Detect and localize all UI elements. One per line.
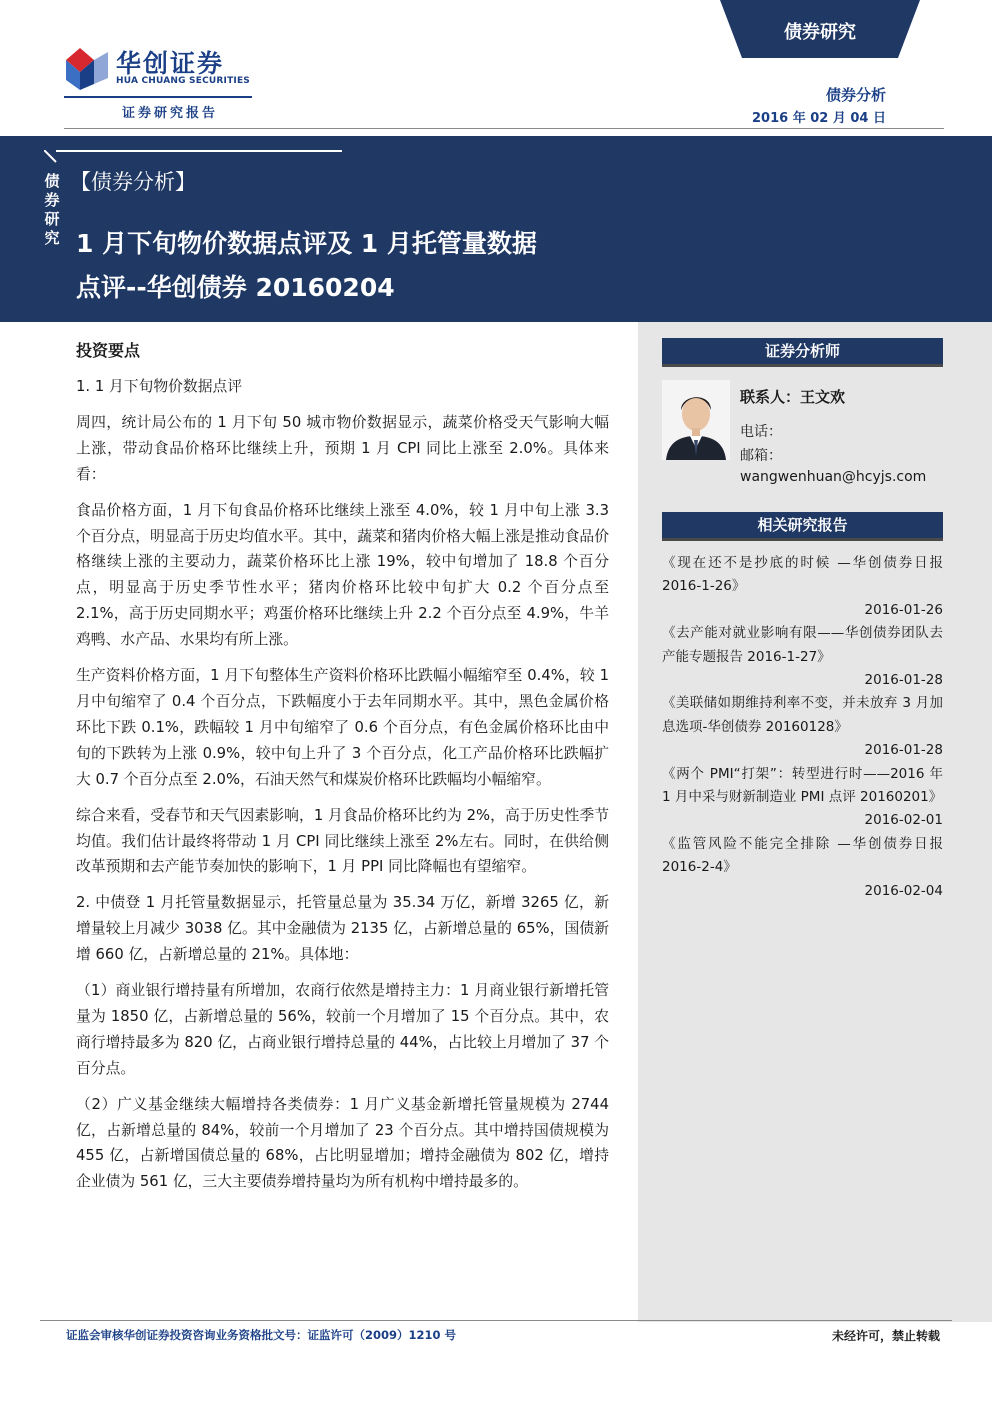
related-reports-heading: 相关研究报告 — [662, 512, 943, 541]
body-paragraph: 综合来看，受春节和天气因素影响，1 月食品价格环比约为 2%，高于历史性季节均值。我们估计最终将带动 1 月 CPI 同比继续上涨至 2%左右。同时，在供给侧改革预期和去产能节奏加快的影响下，1 月 PPI 同比降幅也有望缩窄。 — [76, 806, 609, 876]
related-report-title[interactable]: 《监管风险不能完全排除 —华创债券日报 2016-2-4》 — [662, 835, 943, 876]
main-content — [76, 340, 609, 1205]
company-logo — [64, 42, 254, 122]
contact-email[interactable]: wangwenhuan@hcyjs.com — [740, 469, 927, 485]
related-report[interactable] — [662, 763, 943, 833]
analyst-heading: 证券分析师 — [662, 338, 943, 367]
related-report-date: 2016-01-28 — [864, 742, 943, 759]
report-title-line-2: 点评--华创债券 20160204 — [76, 273, 395, 302]
related-report[interactable] — [662, 833, 943, 903]
related-report-date: 2016-01-28 — [864, 672, 943, 689]
banner-corner-icon — [44, 150, 64, 170]
body-paragraph: 周四，统计局公布的 1 月下旬 50 城市物价数据显示，蔬菜价格受天气影响大幅上涨，带动食品价格环比继续上升，预期 1 月 CPI 同比上涨至 2.0%。具体来看： — [76, 413, 609, 483]
related-report[interactable] — [662, 692, 943, 762]
related-reports-list — [662, 552, 943, 903]
header-divider — [64, 128, 944, 129]
related-report-title[interactable]: 《美联储如期维持利率不变，并未放弃 3 月加息选项-华创债券 20160128》 — [662, 695, 943, 735]
related-report-title[interactable]: 《两个 PMI“打架”：转型进行时——2016 年 1 月中采与财新制造业 PMI 点评 20160201》 — [662, 765, 943, 806]
contact-phone-label: 电话： — [740, 424, 782, 440]
contact-email-label: 邮箱： — [740, 448, 782, 464]
category-tab-label: 债券研究 — [784, 22, 856, 43]
body-paragraph: 生产资料价格方面，1 月下旬整体生产资料价格环比跌幅小幅缩窄至 0.4%，较 1 月中旬缩窄了 0.4 个百分点，下跌幅度小于去年同期水平。其中，黑色金属价格环比下跌 0.1%，跌幅较 1 月中旬缩窄了 0.6 个百分点，有色金属价格环比由中旬的下跌转为上涨 0.9%，较中旬上升了 3 个百分点，化工产品价格环比跌幅扩大 0.7 个百分点至 2.0%，石油天然气和煤炭价格环比跌幅均小幅缩窄。 — [76, 667, 609, 788]
body-paragraph: 食品价格方面，1 月下旬食品价格环比继续上涨至 4.0%，较 1 月中旬上涨 3.3 个百分点，明显高于历史均值水平。其中，蔬菜和猪肉价格大幅上涨是推动食品价格继续上涨的主要动力，蔬菜价格环比上涨 19%，较中旬增加了 18.8 个百分点，明显高于历史季节性水平；猪肉价格环比较中旬扩大 0.2 个百分点至 2.1%，高于历史同期水平；鸡蛋价格环比继续上升 2.2 个百分点至 4.9%，牛羊鸡鸭、水产品、水果均有所上涨。 — [76, 501, 609, 649]
banner-tag: 【债券分析】 — [70, 170, 196, 194]
body-paragraph: 2. 中债登 1 月托管量数据显示，托管量总量为 35.34 万亿，新增 3265 亿，新增量较上月减少 3038 亿。其中金融债为 2135 亿，占新增总量的 65%，国债新增 660 亿，占新增总量的 21%。具体地： — [76, 894, 609, 964]
related-report[interactable] — [662, 622, 943, 692]
footer-license: 证监会审核华创证券投资咨询业务资格批文号：证监许可（2009）1210 号 — [66, 1328, 457, 1342]
analyst-photo — [662, 380, 730, 460]
footer-copyright: 未经许可，禁止转载 — [831, 1329, 940, 1343]
report-title — [76, 222, 636, 310]
footer-divider — [40, 1320, 952, 1321]
contact-name: 联系人：王文欢 — [740, 388, 846, 406]
logo-text-en: HUA CHUANG SECURITIES — [116, 76, 250, 86]
related-report-date: 2016-02-04 — [864, 882, 943, 899]
report-title-line-1: 1 月下旬物价数据点评及 1 月托管量数据 — [76, 229, 537, 258]
banner-vertical-label: 债券研究 — [44, 172, 60, 247]
body-paragraph: 1. 1 月下旬物价数据点评 — [76, 378, 243, 395]
body-paragraph: （2）广义基金继续大幅增持各类债券：1 月广义基金新增托管量规模为 2744 亿，占新增总量的 84%，较前一个月增加了 23 个百分点。其中增持国债规模为 455 亿，占新增国债总量的 68%，占比明显增加；增持金融债为 802 亿，增持企业债为 561 亿，三大主要债券增持量均为所有机构中增持最多的。 — [76, 1095, 609, 1191]
logo-text-cn: 华创证券 — [116, 49, 225, 78]
related-report[interactable] — [662, 552, 943, 622]
report-type: 债券分析 — [825, 86, 886, 104]
banner-decor-line — [56, 150, 342, 152]
related-report-date: 2016-01-26 — [864, 601, 943, 618]
logo-subtitle: 证券研究报告 — [122, 106, 219, 121]
logo-divider — [64, 96, 252, 98]
body-paragraph: （1）商业银行增持量有所增加，农商行依然是增持主力：1 月商业银行新增托管量为 1850 亿，占新增总量的 56%，较前一个月增加了 15 个百分点。其中，农商行增持最多为 820 亿，占商业银行增持总量的 44%，占比较上月增加了 37 个百分点。 — [76, 982, 609, 1077]
logo-mark-icon — [64, 46, 110, 92]
related-report-date: 2016-02-01 — [864, 812, 943, 829]
related-report-title[interactable]: 《去产能对就业影响有限——华创债券团队去产能专题报告 2016-1-27》 — [662, 625, 943, 665]
section-heading: 投资要点 — [76, 341, 141, 360]
related-report-title[interactable]: 《现在还不是抄底的时候 —华创债券日报 2016-1-26》 — [662, 555, 943, 595]
report-date: 2016 年 02 月 04 日 — [752, 111, 886, 126]
